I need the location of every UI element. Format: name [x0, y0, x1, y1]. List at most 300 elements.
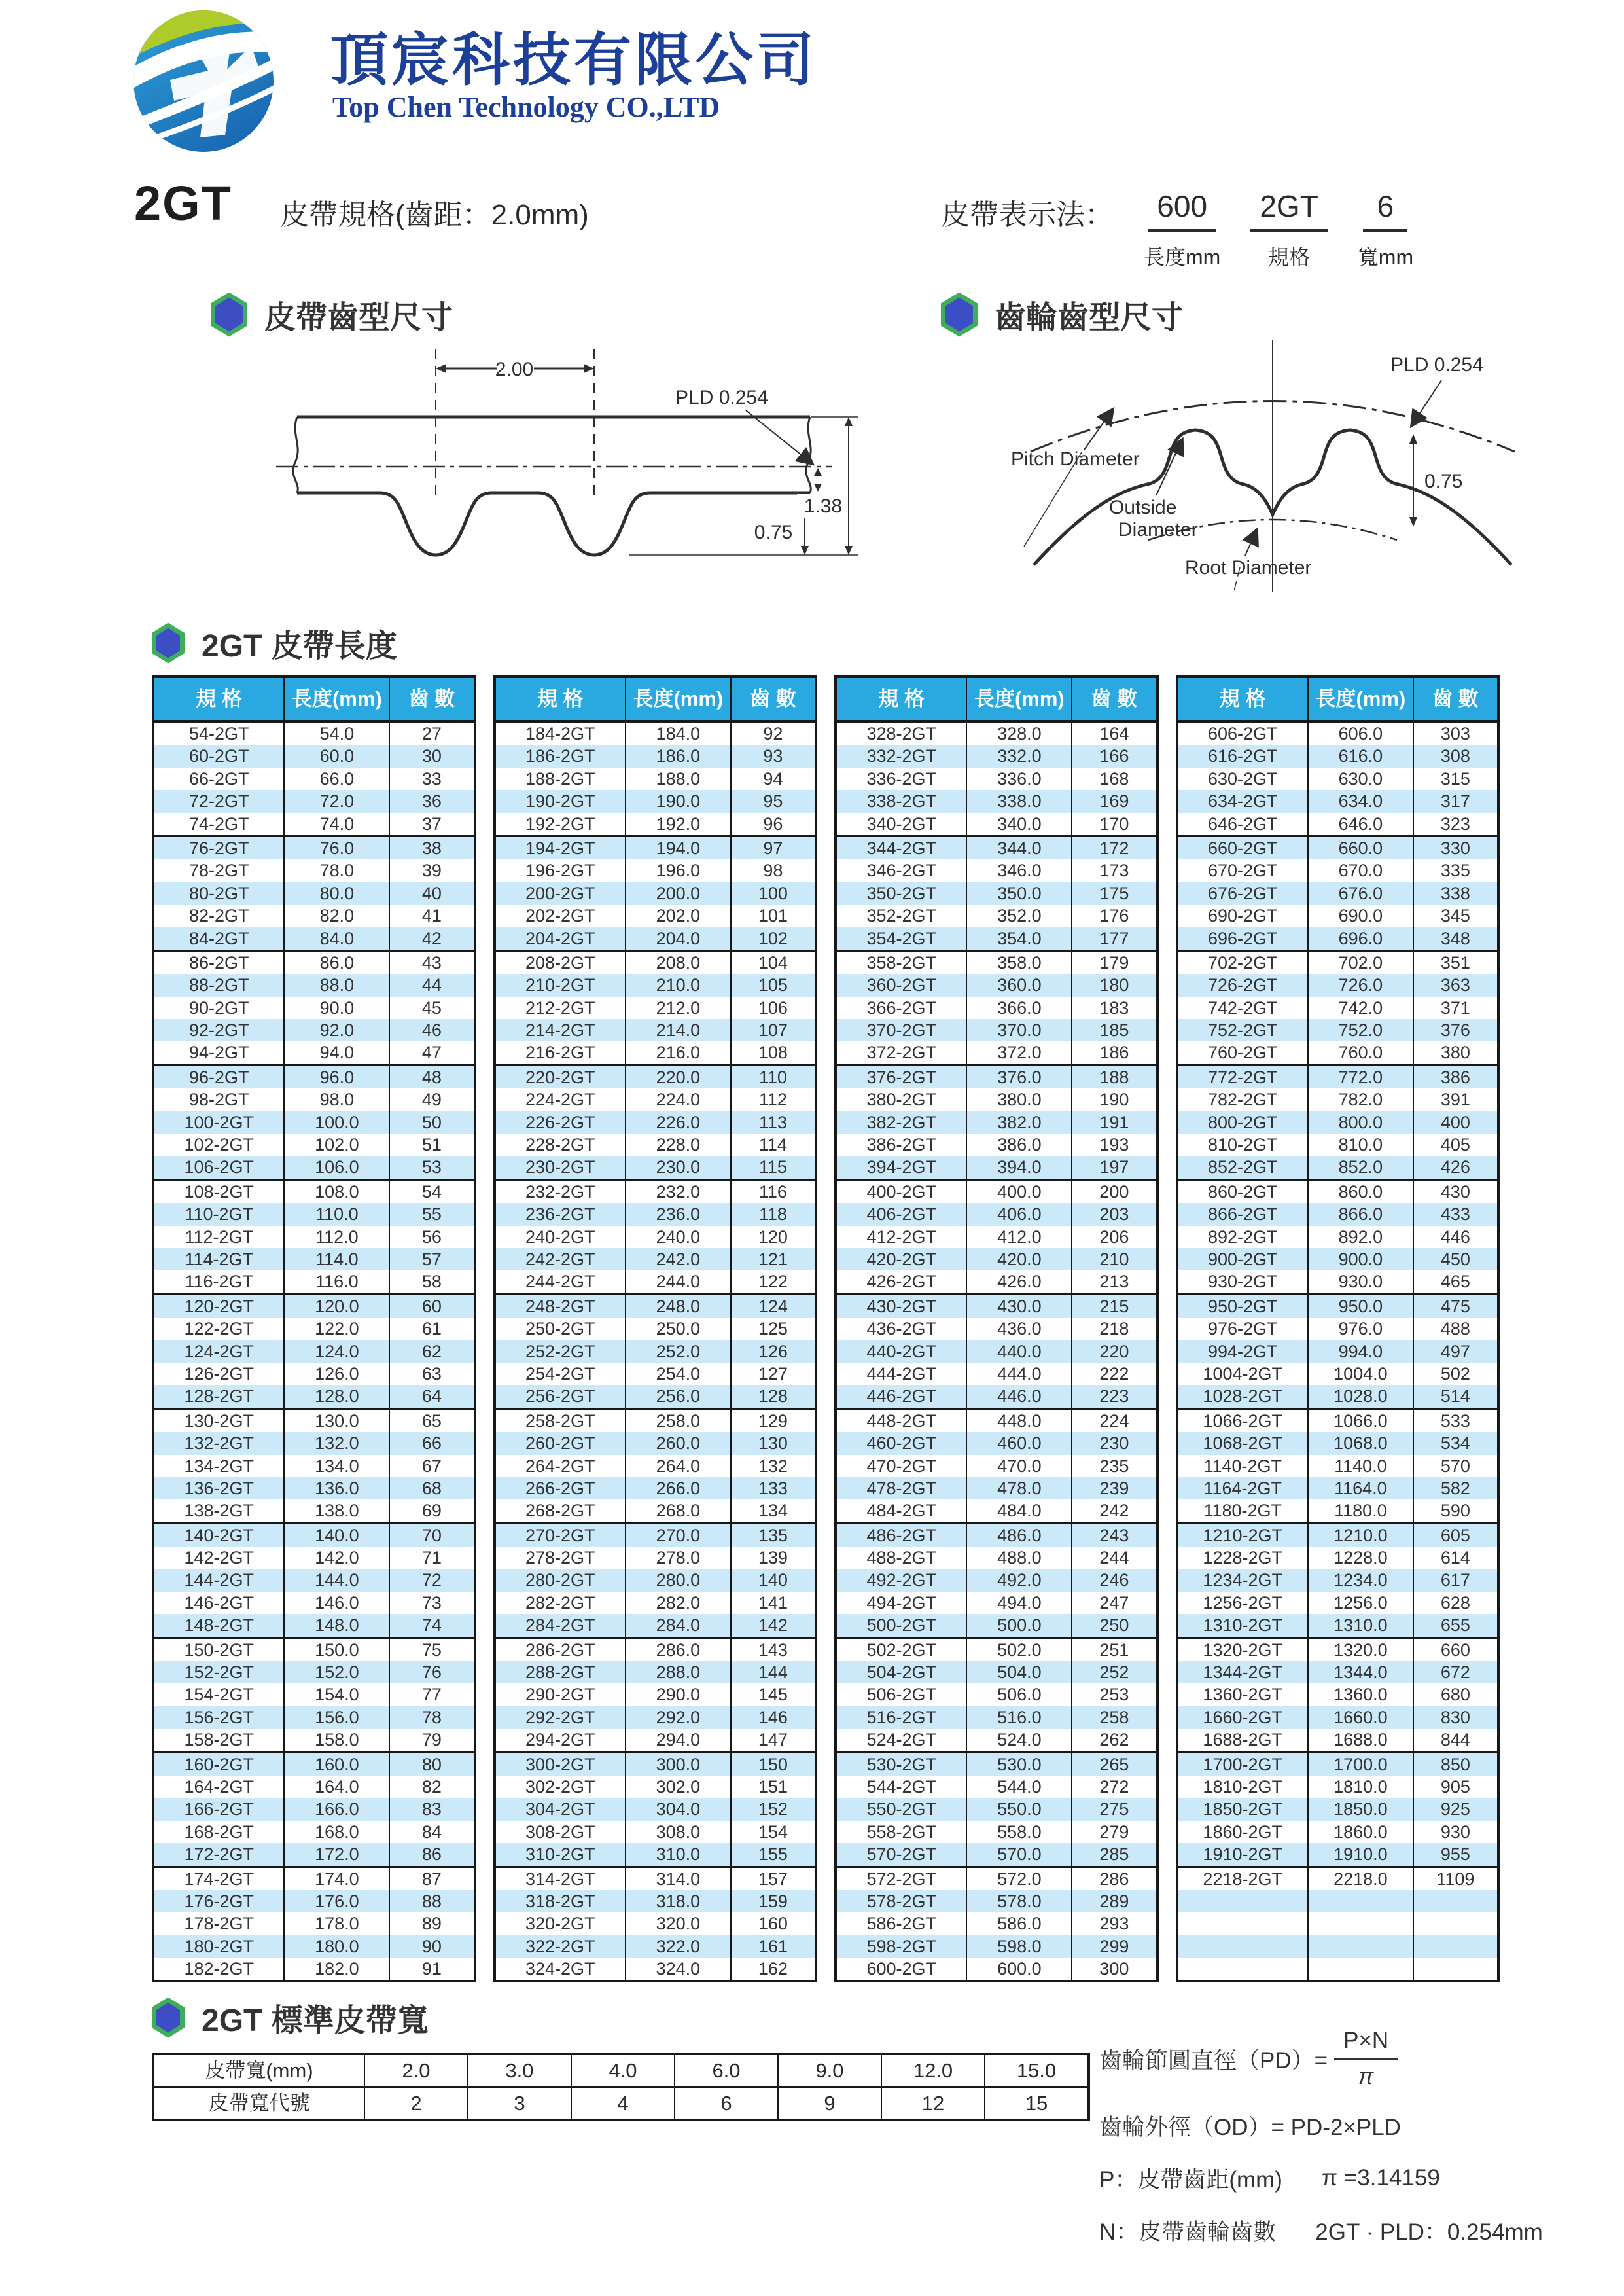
table-row: [1178, 1041, 1498, 1066]
table-row: [837, 1410, 1156, 1432]
table-row: [496, 1477, 815, 1499]
table-row: [1178, 1592, 1498, 1614]
table-cell: 146-2GT: [184, 1592, 254, 1613]
table-cell: 210: [1071, 1248, 1156, 1270]
table-cell: 420.0: [966, 1248, 1071, 1270]
table-cell: 92-2GT: [188, 1020, 249, 1041]
table-cell: 578.0: [966, 1890, 1071, 1912]
table-cell: 1810-2GT: [1203, 1776, 1282, 1797]
table-cell: 166-2GT: [184, 1799, 254, 1820]
table-cell: 1180.0: [1307, 1499, 1413, 1522]
table-cell: 260.0: [625, 1432, 730, 1454]
column-header-length: 長度(mm): [283, 678, 389, 720]
table-row: [837, 1935, 1156, 1958]
table-cell: 100-2GT: [184, 1112, 254, 1132]
table-cell: 386-2GT: [866, 1135, 936, 1155]
table-row: [837, 1455, 1156, 1477]
table-cell: 144: [730, 1661, 815, 1683]
table-cell: [1307, 1912, 1413, 1935]
table-cell: 192-2GT: [525, 814, 595, 834]
table-cell: 289: [1071, 1890, 1156, 1912]
table-cell: 1140-2GT: [1203, 1456, 1282, 1476]
table-cell: 302-2GT: [525, 1776, 595, 1797]
table-row: [837, 1868, 1156, 1890]
table-cell: 177: [1071, 927, 1156, 950]
table-row: [837, 859, 1156, 882]
table-cell: [1178, 1912, 1307, 1935]
table-cell: 314-2GT: [525, 1869, 595, 1889]
table-row: [1178, 1455, 1498, 1477]
table-row: [1178, 1776, 1498, 1798]
table-row: [154, 1295, 474, 1318]
table-cell: 323: [1413, 813, 1497, 835]
table-row: [496, 1134, 815, 1156]
table-cell: 46: [389, 1019, 473, 1041]
table-cell: 380-2GT: [866, 1090, 936, 1110]
table-cell: 265: [1071, 1753, 1156, 1776]
table-cell: 860-2GT: [1207, 1181, 1278, 1202]
table-cell: 502: [1413, 1363, 1497, 1385]
table-cell: 56: [389, 1226, 473, 1248]
table-row: [496, 813, 815, 837]
table-cell: 370.0: [966, 1019, 1071, 1041]
table-row: [1178, 1614, 1498, 1638]
table-row: [154, 1019, 474, 1041]
table-cell: 1360.0: [1307, 1683, 1413, 1706]
table-row: [496, 1318, 815, 1340]
table-cell: 184-2GT: [525, 724, 595, 744]
column-header-teeth: 齒 數: [389, 678, 473, 720]
notation-spec-label: 規格: [1268, 245, 1311, 269]
table-row: [1178, 768, 1498, 790]
table-cell: 96: [730, 813, 815, 835]
hexagon-bullet-icon: [152, 1998, 185, 2038]
column-header-teeth: 齒 數: [1413, 678, 1497, 720]
table-cell: 660-2GT: [1207, 838, 1278, 858]
table-cell: 173: [1071, 859, 1156, 882]
table-row: [837, 1181, 1156, 1203]
table-cell: 900-2GT: [1207, 1249, 1278, 1269]
table-cell: 126.0: [283, 1363, 389, 1385]
notation-length-label: 長度mm: [1144, 245, 1221, 269]
table-cell: 126-2GT: [184, 1363, 254, 1384]
table-cell: 191: [1071, 1111, 1156, 1134]
table-cell: 252-2GT: [525, 1341, 595, 1361]
table-cell: 160-2GT: [184, 1754, 254, 1774]
table-cell: 226.0: [625, 1111, 730, 1134]
table-cell: 2: [364, 2088, 467, 2119]
table-cell: 1066.0: [1307, 1410, 1413, 1432]
notation-spec: [1250, 188, 1327, 271]
table-cell: 336-2GT: [866, 768, 936, 789]
table-cell: 214.0: [625, 1019, 730, 1041]
section-belt-width: [152, 1995, 429, 2040]
table-row: [154, 1753, 474, 1776]
table-header: [837, 678, 1156, 723]
table-cell: 156-2GT: [184, 1707, 254, 1727]
table-cell: 506.0: [966, 1683, 1071, 1706]
table-cell: 450: [1413, 1248, 1497, 1270]
table-cell: 752-2GT: [1207, 1020, 1278, 1041]
table-row: [1178, 1547, 1498, 1569]
pulley-outside-diameter-label-1: Outside: [1109, 497, 1177, 518]
table-cell: 1228.0: [1307, 1547, 1413, 1569]
table-cell: 1910.0: [1307, 1843, 1413, 1865]
belt-length-table-column-1: [152, 675, 476, 1982]
table-row: [154, 1248, 474, 1270]
table-row: [154, 859, 474, 882]
table-cell: 84: [389, 1821, 473, 1843]
table-cell: 27: [389, 723, 473, 745]
table-cell: 346.0: [966, 859, 1071, 882]
table-row: [154, 1958, 474, 1980]
table-row: [837, 1683, 1156, 1706]
table-cell: 88-2GT: [188, 975, 249, 996]
table-row: [154, 952, 474, 974]
table-cell: 294-2GT: [525, 1730, 595, 1750]
table-cell: 53: [389, 1156, 473, 1178]
table-cell: 470-2GT: [866, 1456, 936, 1476]
table-cell: 248.0: [625, 1295, 730, 1318]
table-cell: [1178, 1890, 1307, 1912]
table-cell: 60-2GT: [188, 746, 249, 766]
table-cell: 344-2GT: [866, 838, 936, 858]
table-cell: 89: [389, 1912, 473, 1935]
table-cell: 726-2GT: [1207, 975, 1278, 996]
table-cell: 142-2GT: [184, 1548, 254, 1568]
table-cell: 1810.0: [1307, 1776, 1413, 1798]
table-cell: 516-2GT: [866, 1707, 936, 1727]
table-cell: 1068.0: [1307, 1432, 1413, 1454]
table-cell: 228.0: [625, 1134, 730, 1156]
table-cell: 176.0: [283, 1890, 389, 1912]
table-row: [837, 1821, 1156, 1843]
table-cell: 516.0: [966, 1706, 1071, 1729]
table-cell: 82-2GT: [188, 906, 249, 926]
belt-length-table-column-3: [834, 675, 1159, 1982]
column-header-spec: 規 格: [196, 687, 243, 710]
table-cell: 244.0: [625, 1270, 730, 1293]
table-cell: 164: [1071, 723, 1156, 745]
table-cell: 65: [389, 1410, 473, 1432]
table-cell: 322.0: [625, 1935, 730, 1958]
table-cell: [1413, 1935, 1497, 1958]
table-cell: 340.0: [966, 813, 1071, 835]
table-row: [154, 1683, 474, 1706]
table-row: [154, 768, 474, 790]
table-row: [837, 1226, 1156, 1248]
table-cell: 282-2GT: [525, 1592, 595, 1613]
table-row: [1178, 997, 1498, 1019]
table-row: [496, 1776, 815, 1798]
table-cell: 460.0: [966, 1432, 1071, 1454]
belt-thickness-label: 1.38: [803, 495, 843, 517]
table-cell: 630-2GT: [1207, 768, 1278, 789]
table-row: [496, 952, 815, 974]
table-cell: 86: [389, 1843, 473, 1865]
table-cell: 830: [1413, 1706, 1497, 1729]
table-row: [837, 1363, 1156, 1385]
table-cell: 203: [1071, 1203, 1156, 1225]
table-cell: 318-2GT: [525, 1891, 595, 1911]
table-cell: 570: [1413, 1455, 1497, 1477]
table-cell: 570.0: [966, 1843, 1071, 1865]
table-cell: 161: [730, 1935, 815, 1958]
table-cell: 84-2GT: [188, 928, 249, 948]
table-row: [837, 1340, 1156, 1363]
table-cell: 1320-2GT: [1203, 1640, 1282, 1660]
table-cell: 1910-2GT: [1203, 1844, 1282, 1865]
table-cell: 179: [1071, 952, 1156, 974]
table-row: [154, 882, 474, 905]
table-cell: 1256.0: [1307, 1592, 1413, 1614]
table-cell: 120: [730, 1226, 815, 1248]
table-cell: 322-2GT: [525, 1936, 595, 1956]
table-row: [154, 1912, 474, 1935]
table-row: [1178, 952, 1498, 974]
table-row: [1178, 1318, 1498, 1340]
table-cell: 120.0: [283, 1295, 389, 1318]
table-cell: 272: [1071, 1776, 1156, 1798]
table-cell: 598-2GT: [866, 1936, 936, 1956]
table-cell: 67: [389, 1455, 473, 1477]
table-cell: 617: [1413, 1569, 1497, 1591]
table-row: [154, 1614, 474, 1638]
table-row: [837, 1203, 1156, 1225]
table-cell: 54-2GT: [188, 724, 249, 744]
table-cell: 37: [389, 813, 473, 835]
table-cell: 185: [1071, 1019, 1156, 1041]
table-cell: 1700.0: [1307, 1753, 1413, 1776]
table-row: [154, 1455, 474, 1477]
table-cell: 160: [730, 1912, 815, 1935]
table-cell: 180: [1071, 974, 1156, 996]
table-cell: 350.0: [966, 882, 1071, 905]
table-cell: 68: [389, 1477, 473, 1499]
table-cell: 558-2GT: [866, 1821, 936, 1842]
table-cell: 121: [730, 1248, 815, 1270]
table-cell: 1310.0: [1307, 1614, 1413, 1636]
table-row: [837, 952, 1156, 974]
table-cell: 1004-2GT: [1203, 1363, 1282, 1384]
formula-pd-denominator: π: [1358, 2064, 1374, 2089]
table-cell: 955: [1413, 1843, 1497, 1865]
table-cell: 82.0: [283, 905, 389, 927]
table-cell: 33: [389, 768, 473, 790]
table-cell: 486-2GT: [866, 1525, 936, 1545]
table-cell: 12: [881, 2088, 984, 2119]
table-cell: 488: [1413, 1318, 1497, 1340]
table-cell: 616.0: [1307, 745, 1413, 767]
table-cell: 79: [389, 1729, 473, 1751]
table-row: [837, 927, 1156, 952]
formula-pitch-diameter: [1099, 2028, 1623, 2090]
table-cell: 60.0: [283, 745, 389, 767]
table-row: [496, 1270, 815, 1295]
table-cell: 95: [730, 790, 815, 812]
table-cell: 905: [1413, 1776, 1497, 1798]
table-cell: 43: [389, 952, 473, 974]
table-cell: 372-2GT: [866, 1043, 936, 1063]
table-row: [1178, 1203, 1498, 1225]
table-cell: 108.0: [283, 1181, 389, 1203]
table-cell: 292.0: [625, 1706, 730, 1729]
table-cell: 232.0: [625, 1181, 730, 1203]
table-row: [154, 1477, 474, 1499]
table-cell: 186: [1071, 1041, 1156, 1064]
table-header: [1178, 678, 1498, 723]
table-row: [154, 1363, 474, 1385]
table-cell: 230.0: [625, 1156, 730, 1178]
table-cell: 45: [389, 997, 473, 1019]
table-cell: 800.0: [1307, 1111, 1413, 1134]
table-row: [496, 745, 815, 767]
table-cell: 266.0: [625, 1477, 730, 1499]
table-row: [1178, 1363, 1498, 1385]
table-cell: 264.0: [625, 1455, 730, 1477]
table-cell: 366-2GT: [866, 997, 936, 1018]
table-cell: 6: [674, 2088, 777, 2119]
table-cell: 164.0: [283, 1776, 389, 1798]
table-row: [1178, 1181, 1498, 1203]
belt-tooth-height-label: 0.75: [754, 522, 793, 543]
table-cell: 200.0: [625, 882, 730, 905]
table-cell: 190.0: [625, 790, 730, 812]
table-row: [1178, 1111, 1498, 1134]
table-cell: 66.0: [283, 768, 389, 790]
table-cell: 115: [730, 1156, 815, 1178]
table-cell: 180-2GT: [184, 1936, 254, 1956]
table-cell: 270-2GT: [525, 1525, 595, 1545]
table-cell: 1700-2GT: [1203, 1754, 1282, 1774]
table-cell: 328.0: [966, 723, 1071, 745]
table-cell: 188-2GT: [525, 768, 595, 789]
table-cell: 324-2GT: [525, 1959, 595, 1979]
table-cell: 524-2GT: [866, 1730, 936, 1750]
table-cell: 660: [1413, 1639, 1497, 1661]
table-row: [154, 2086, 1087, 2119]
table-cell: 264-2GT: [525, 1456, 595, 1476]
table-cell: 1164.0: [1307, 1477, 1413, 1499]
table-cell: 112.0: [283, 1226, 389, 1248]
table-cell: 506-2GT: [866, 1685, 936, 1705]
table-cell: 616-2GT: [1207, 746, 1278, 766]
table-row: [154, 1706, 474, 1729]
table-cell: [1413, 1890, 1497, 1912]
table-cell: 488-2GT: [866, 1548, 936, 1568]
table-cell: 634-2GT: [1207, 791, 1278, 812]
table-cell: 122.0: [283, 1318, 389, 1340]
table-cell: 162: [730, 1958, 815, 1980]
table-cell: 1344-2GT: [1203, 1662, 1282, 1683]
pulley-outside-diameter-label-2: Diameter: [1118, 519, 1198, 541]
table-row: [837, 723, 1156, 745]
table-cell: 433: [1413, 1203, 1497, 1225]
table-cell: 370-2GT: [866, 1020, 936, 1041]
table-cell: 550-2GT: [866, 1799, 936, 1820]
table-cell: [1178, 1935, 1307, 1958]
table-cell: 82: [389, 1776, 473, 1798]
table-cell: 40: [389, 882, 473, 905]
table-row: [1178, 905, 1498, 927]
table-cell: 810-2GT: [1207, 1135, 1278, 1155]
formula-n-definition: N：皮帶齒輪齒數: [1099, 2219, 1277, 2245]
table-cell: 113: [730, 1111, 815, 1134]
table-cell: 154.0: [283, 1683, 389, 1706]
table-cell: 275: [1071, 1798, 1156, 1820]
table-cell: 372.0: [966, 1041, 1071, 1064]
table-cell: 147: [730, 1729, 815, 1751]
pulley-root-diameter-label: Root Diameter: [1185, 557, 1312, 579]
table-cell: 286-2GT: [525, 1640, 595, 1660]
table-cell: 440.0: [966, 1340, 1071, 1363]
table-row: [496, 1499, 815, 1524]
table-cell: 605: [1413, 1524, 1497, 1547]
table-cell: 150-2GT: [184, 1640, 254, 1660]
table-cell: 335: [1413, 859, 1497, 882]
table-cell: 284.0: [625, 1614, 730, 1636]
table-row: [496, 790, 815, 812]
table-cell: 860.0: [1307, 1181, 1413, 1203]
table-row: [496, 1798, 815, 1820]
table-cell: 304.0: [625, 1798, 730, 1820]
table-row: [496, 905, 815, 927]
table-cell: 66-2GT: [188, 768, 249, 789]
table-cell: 866-2GT: [1207, 1204, 1278, 1225]
table-cell: 250: [1071, 1614, 1156, 1636]
table-cell: 391: [1413, 1088, 1497, 1111]
table-cell: 1860-2GT: [1203, 1821, 1282, 1842]
section-belt-width-label: 2GT 標準皮帶寬: [202, 2003, 429, 2038]
table-row: [496, 1958, 815, 1980]
table-row: [837, 1614, 1156, 1638]
table-cell: 129: [730, 1410, 815, 1432]
table-cell: 628: [1413, 1592, 1497, 1614]
table-cell: 232-2GT: [525, 1181, 595, 1202]
column-header-spec: 規 格: [537, 687, 584, 710]
table-cell: 96.0: [283, 1066, 389, 1088]
belt-length-table-column-4: [1176, 675, 1500, 1982]
table-cell: 144-2GT: [184, 1570, 254, 1590]
table-cell: 72.0: [283, 790, 389, 812]
table-cell: 1180-2GT: [1203, 1501, 1282, 1521]
table-cell: 2218.0: [1307, 1868, 1413, 1890]
table-cell: 405: [1413, 1134, 1497, 1156]
table-cell: 446: [1413, 1226, 1497, 1248]
table-cell: 80-2GT: [188, 883, 249, 903]
table-cell: 136.0: [283, 1477, 389, 1499]
table-cell: 1850-2GT: [1203, 1799, 1282, 1820]
table-row: [154, 1729, 474, 1753]
table-cell: 141: [730, 1592, 815, 1614]
table-cell: 133: [730, 1477, 815, 1499]
table-cell: 258: [1071, 1706, 1156, 1729]
table-cell: 138-2GT: [184, 1501, 254, 1521]
notation-width: [1358, 188, 1413, 271]
table-cell: 146.0: [283, 1592, 389, 1614]
table-cell: 226-2GT: [525, 1112, 595, 1132]
table-row: [154, 1203, 474, 1225]
table-cell: 70: [389, 1524, 473, 1547]
table-cell: 116-2GT: [185, 1272, 253, 1292]
table-cell: 44: [389, 974, 473, 996]
table-cell: 174.0: [283, 1868, 389, 1890]
table-row: [154, 1134, 474, 1156]
table-cell: 446.0: [966, 1385, 1071, 1407]
table-cell: 9: [777, 2088, 881, 2119]
table-cell: 332.0: [966, 745, 1071, 767]
table-cell: 420-2GT: [866, 1249, 936, 1269]
